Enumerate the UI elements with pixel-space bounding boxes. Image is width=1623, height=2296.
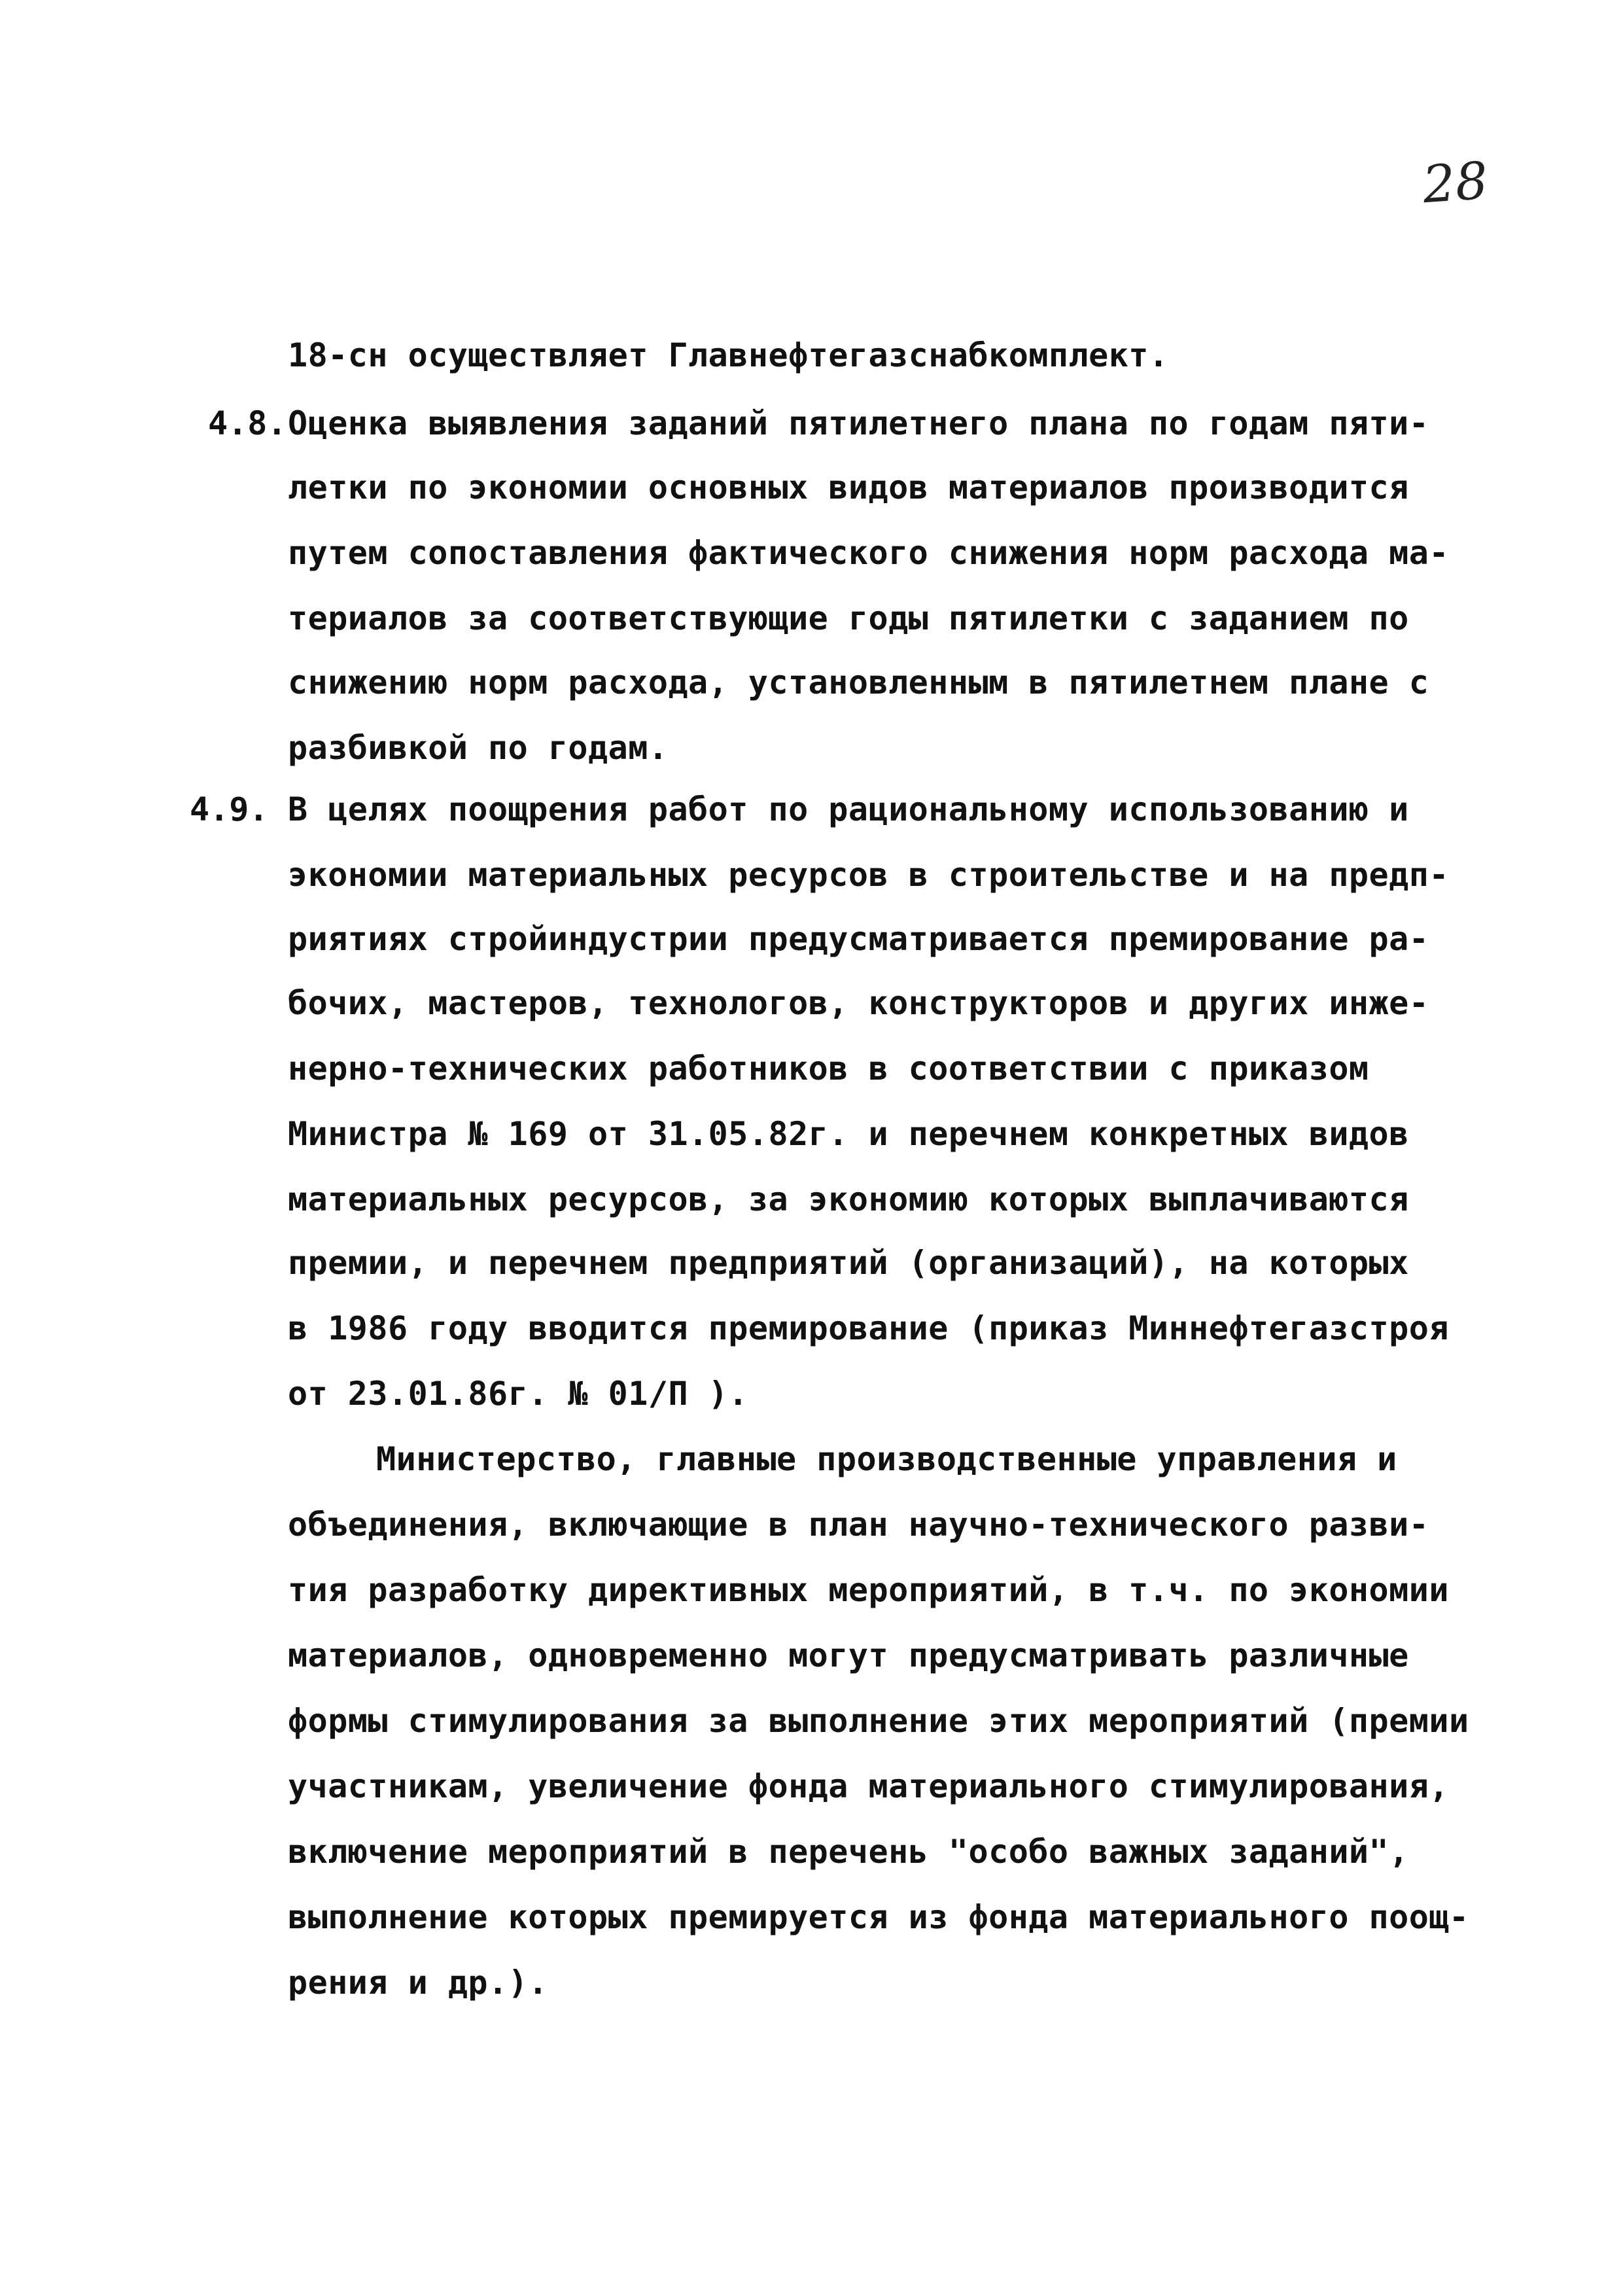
text-line: риятиях стройиндустрии предусматривается премирование ра- (288, 920, 1429, 958)
text-line: Оценка выявления заданий пятилетнего плана по годам пяти- (288, 404, 1429, 442)
text-line: 18-сн осуществляет Главнефтегазснабкомплект. (288, 336, 1169, 374)
text-line: участникам, увеличение фонда материального стимулирования, (288, 1767, 1449, 1805)
text-line: снижению норм расхода, установленным в пятилетнем плане с (288, 663, 1429, 701)
text-line: летки по экономии основных видов материалов производится (288, 468, 1409, 506)
text-line: премии, и перечнем предприятий (организаций), на которых (288, 1244, 1409, 1282)
item-number-4-8: 4.8. (208, 404, 287, 442)
text-line: Министра № 169 от 31.05.82г. и перечнем конкретных видов (288, 1115, 1409, 1153)
text-line: нерно-технических работников в соответствии с приказом (288, 1050, 1369, 1087)
text-line: материалов, одновременно могут предусматривать различные (288, 1636, 1409, 1674)
text-line: Министерство, главные производственные управления и (376, 1440, 1397, 1478)
page-number: 28 (1420, 151, 1490, 215)
text-line: включение мероприятий в перечень "особо важных заданий", (288, 1833, 1409, 1871)
text-line: выполнение которых премируется из фонда материального поощ- (288, 1898, 1469, 1936)
text-line: териалов за соответствующие годы пятилетки с заданием по (288, 599, 1409, 637)
text-line: разбивкой по годам. (288, 729, 669, 767)
text-line: формы стимулирования за выполнение этих мероприятий (премии (288, 1702, 1469, 1740)
text-line: рения и др.). (288, 1964, 548, 2002)
text-line: бочих, мастеров, технологов, конструкторов и других инже- (288, 984, 1429, 1022)
text-line: путем сопоставления фактического снижения норм расхода ма- (288, 534, 1449, 572)
text-line: экономии материальных ресурсов в строительстве и на предп- (288, 856, 1449, 894)
text-line: материальных ресурсов, за экономию которых выплачиваются (288, 1180, 1409, 1218)
text-line: от 23.01.86г. № 01/П ). (288, 1375, 748, 1413)
text-line: объединения, включающие в план научно-технического разви- (288, 1506, 1429, 1544)
item-number-4-9: 4.9. (190, 790, 269, 828)
text-line: тия разработку директивных мероприятий, в т.ч. по экономии (288, 1571, 1449, 1609)
text-line: В целях поощрения работ по рациональному использованию и (288, 790, 1409, 828)
text-line: в 1986 году вводится премирование (приказ Миннефтегазстроя (288, 1309, 1449, 1347)
